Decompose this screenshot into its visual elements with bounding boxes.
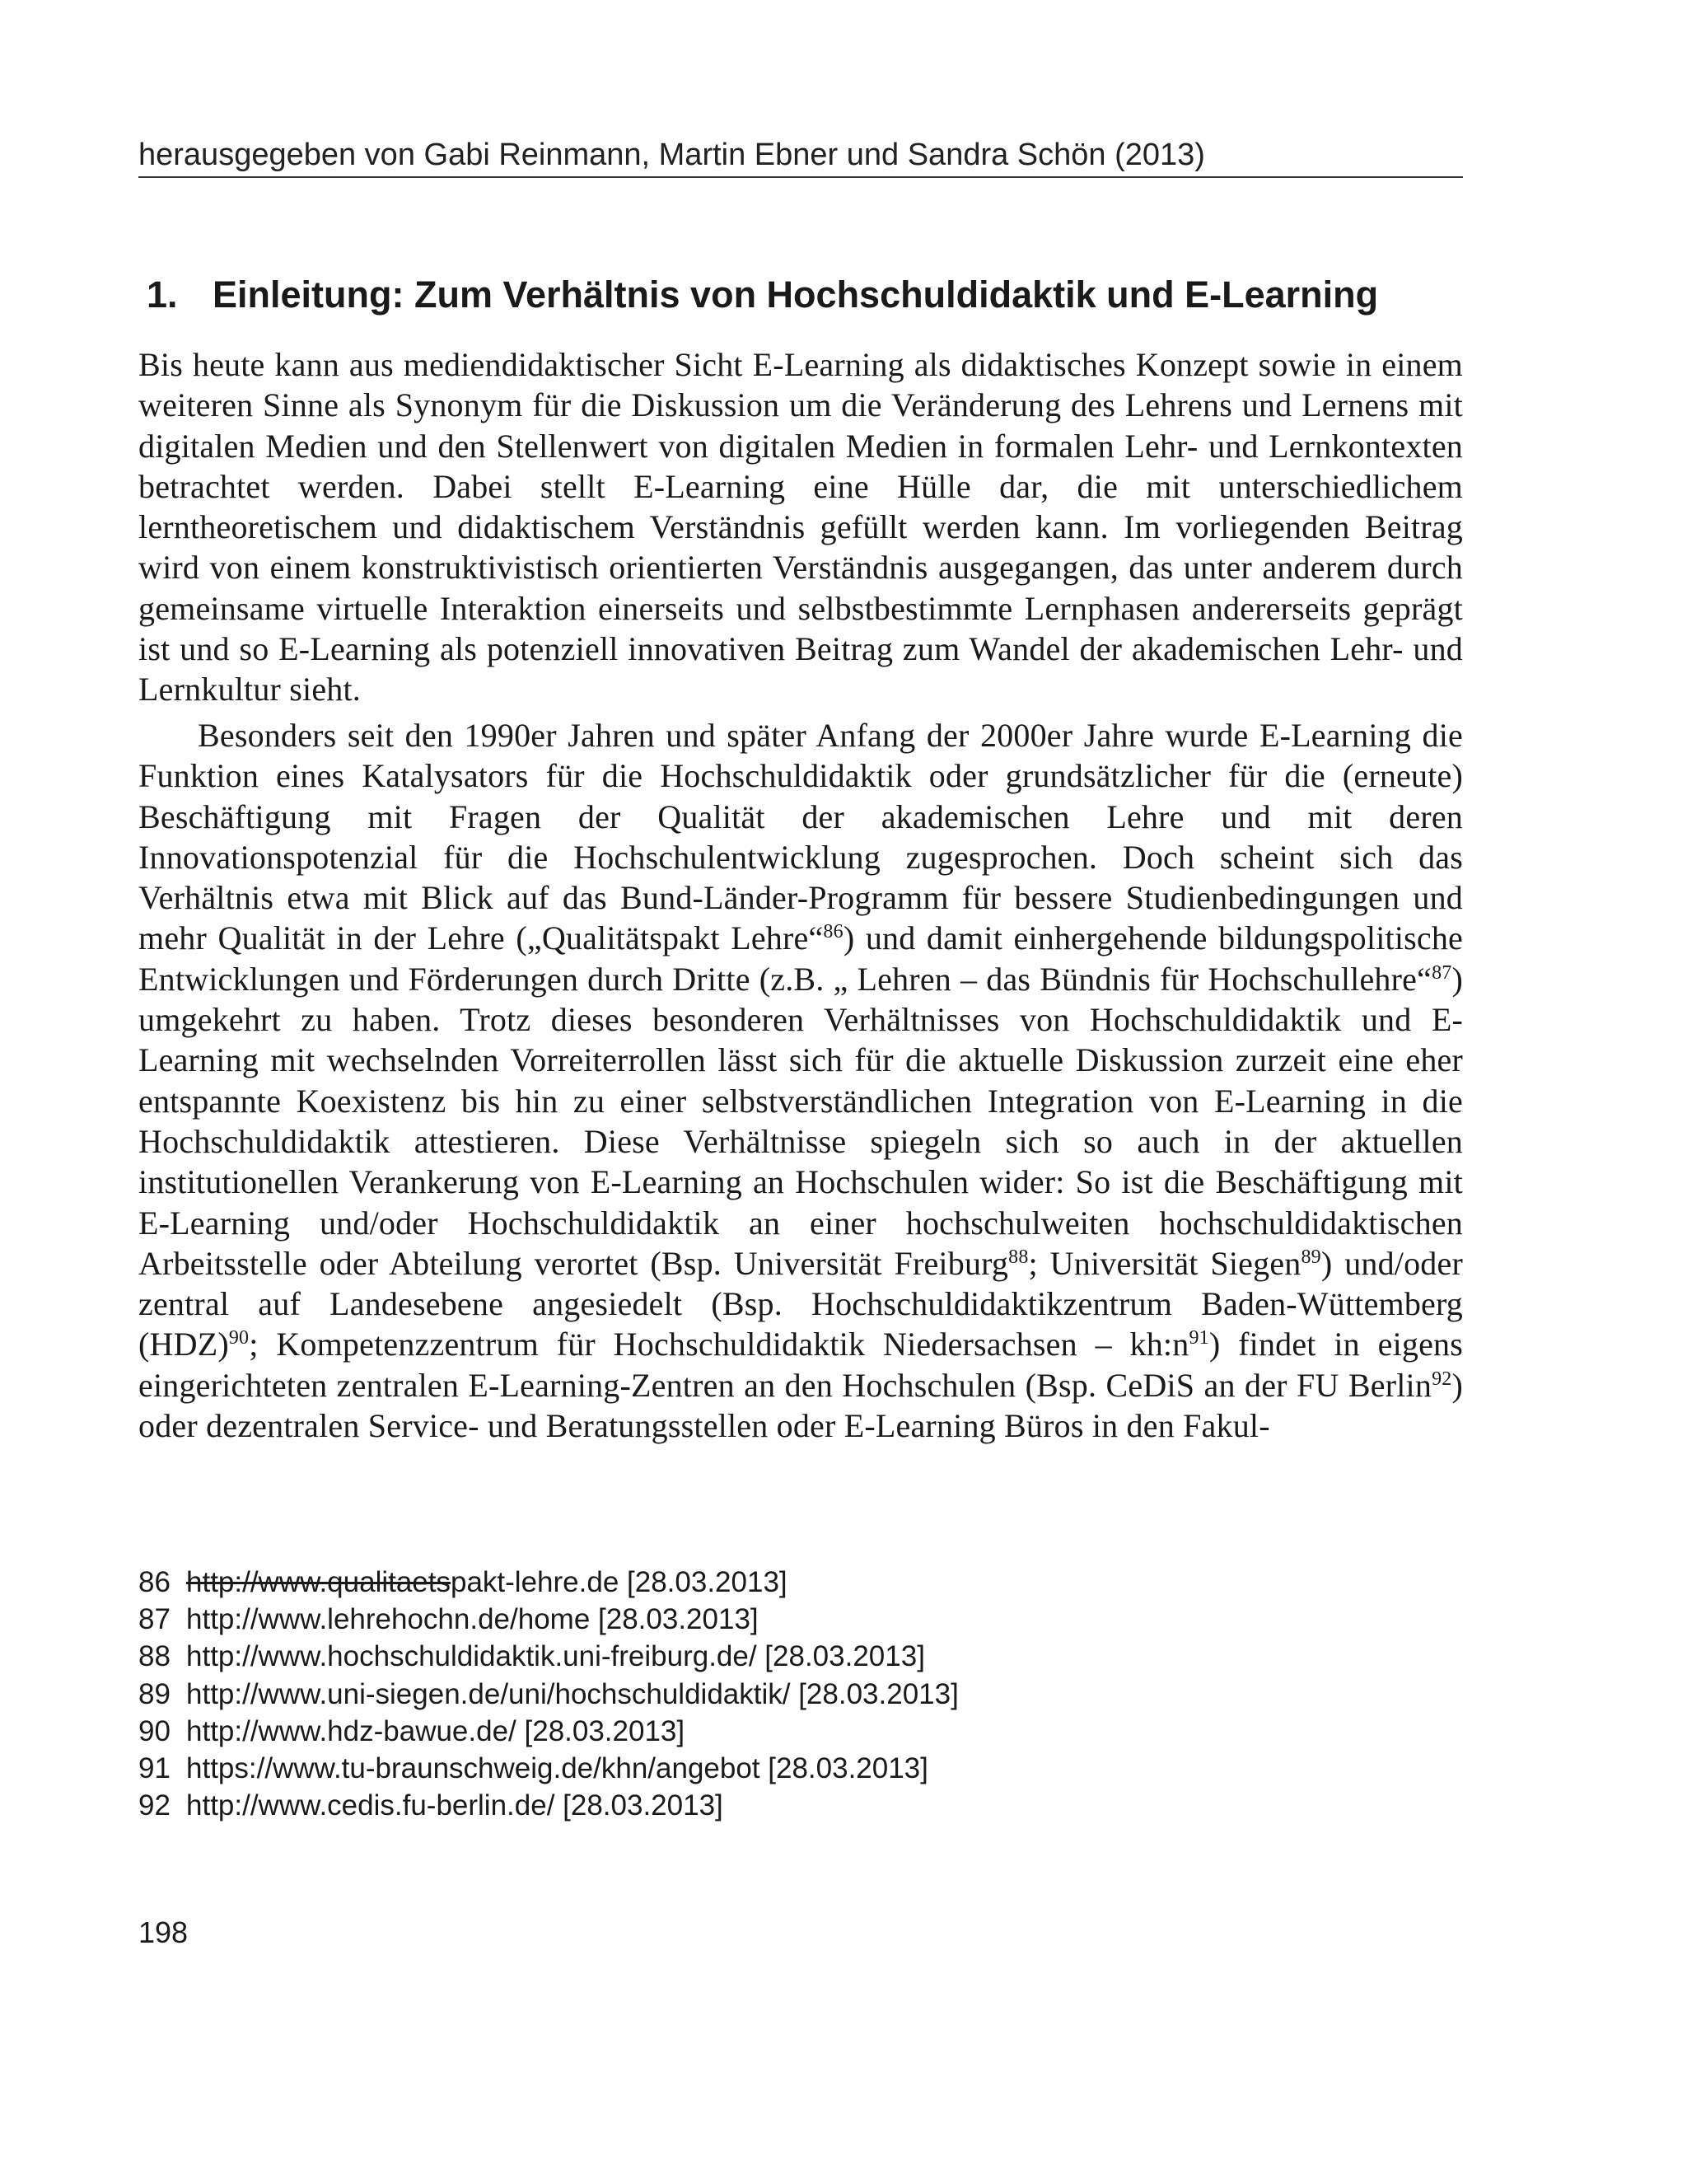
body-paragraph-1: Bis heute kann aus mediendidaktischer Sicht E-Learning als didaktisches Konzept sowie in einem weiteren Sinne als Synonym für die Diskussion um die Veränderung des Lehrens und Lernens mit digitalen Medien und den Stellenwert von digitalen Medien in formalen Lehr- und Lernkontexten betrachtet werden. Dabei stellt E-Learning eine Hülle dar, die mit unterschiedlichem lerntheoretischem und didaktischem Verständnis gefüllt werden kann. Im vorliegenden Beitrag wird von einem konstruktivistisch orientierten Verständnis ausgegangen, das unter anderem durch gemeinsame virtuelle Interaktion einerseits und selbstbestimmte Lernphasen andererseits geprägt ist und so E-Learning als potenziell innovativen Beitrag zum Wandel der akademischen Lehr- und Lernkultur sieht. <box>138 346 1463 709</box>
footnote-url[interactable]: http://www.hdz-bawue.de/ [28.03.2013] <box>186 1714 685 1747</box>
footnote-ref-90[interactable]: 90 <box>228 1327 250 1349</box>
footnote-86 <box>138 1564 1463 1601</box>
footnote-url[interactable]: http://www.lehrehochn.de/home [28.03.2013] <box>186 1603 759 1636</box>
footnote-number: 89 <box>138 1677 171 1710</box>
footnote-ref-88[interactable]: 88 <box>1008 1246 1029 1268</box>
paragraph-text: Besonders seit den 1990er Jahren und später Anfang der 2000er Jahre wurde E-Learning die Funktion eines Katalysators für die Hochschuldidaktik oder grundsätzlicher für die (erneute) Beschäftigung mit Fragen der Qualität der akademischen Lehre und mit deren Innovationspotenzial für die Hochschulentwicklung zugesprochen. Doch scheint sich das Verhältnis etwa mit Blick auf das Bund-Länder-Programm für bessere Studienbedingungen und mehr Qualität in der Lehre („Qualitätspakt Lehre“ <box>138 717 1463 957</box>
footnote-89 <box>138 1676 1463 1713</box>
footnote-87 <box>138 1601 1463 1638</box>
paragraph-text: ) und/oder zentral auf Landesebene angesiedelt (Bsp. Hochschuldidaktikzentrum Baden-Wüttemberg (HDZ) <box>138 1244 1463 1363</box>
footnote-url[interactable]: http://www.uni-siegen.de/uni/hochschuldidaktik/ [28.03.2013] <box>186 1677 959 1710</box>
footnote-90 <box>138 1713 1463 1750</box>
paragraph-text: ; Universität Siegen <box>1028 1244 1301 1282</box>
footnote-ref-92[interactable]: 92 <box>1432 1368 1452 1390</box>
footnote-number: 86 <box>138 1566 171 1598</box>
footnote-url-struck[interactable]: http://www.qualitaets <box>186 1566 451 1598</box>
footnote-ref-87[interactable]: 87 <box>1432 961 1452 984</box>
footnote-number: 88 <box>138 1640 171 1673</box>
section-title: Einleitung: Zum Verhältnis von Hochschuldidaktik und E-Learning <box>213 274 1379 316</box>
paragraph-text: ) oder dezentralen Service- und Beratungsstellen oder E-Learning Büros in den Fakul- <box>138 1366 1463 1445</box>
footnote-91 <box>138 1750 1463 1787</box>
paragraph-text: ) umgekehrt zu haben. Trotz dieses besonderen Verhältnisses von Hochschuldidaktik und E-Learning mit wechselnden Vorreiterrollen lässt sich für die aktuelle Diskussion zurzeit eine eher entspannte Koexistenz bis hin zu einer selbstverständlichen Integration von E-Learning in die Hochschuldidaktik attestieren. Diese Verhältnisse spiegeln sich so auch in der aktuellen institutionellen Verankerung von E-Learning an Hochschulen wider: So ist die Beschäftigung mit E-Learning und/oder Hochschuldidaktik an einer hochschulweiten hochschuldidaktischen Arbeitsstelle oder Abteilung verortet (Bsp. Universität Freiburg <box>138 960 1463 1282</box>
paragraph-text: ; Kompetenzzentrum für Hochschuldidaktik Niedersachsen – kh:n <box>249 1326 1189 1363</box>
footnote-number: 92 <box>138 1789 171 1822</box>
footnote-ref-86[interactable]: 86 <box>823 921 844 943</box>
footnote-number: 90 <box>138 1714 171 1747</box>
section-heading <box>147 272 1465 318</box>
footnote-url[interactable]: https://www.tu-braunschweig.de/khn/angebot [28.03.2013] <box>186 1752 928 1785</box>
page-number: 198 <box>138 1915 189 1949</box>
footnote-ref-91[interactable]: 91 <box>1189 1327 1209 1349</box>
footnote-url[interactable]: http://www.cedis.fu-berlin.de/ [28.03.2013] <box>186 1789 723 1822</box>
section-number: 1. <box>147 274 178 316</box>
footnote-number: 91 <box>138 1752 171 1785</box>
paragraph-text: ) und damit einhergehende bildungspolitische Entwicklungen und Förderungen durch Dritte (z.B. „ Lehren – das Bündnis für Hochschullehre“ <box>138 919 1464 998</box>
paragraph-text: ) findet in eigens eingerichteten zentralen E-Learning-Zentren an den Hochschulen (Bsp. CeDiS an der FU Berlin <box>138 1326 1464 1404</box>
footnote-number: 87 <box>138 1603 171 1636</box>
footnote-url[interactable]: pakt-lehre.de [28.03.2013] <box>451 1566 787 1598</box>
footnote-url[interactable]: http://www.hochschuldidaktik.uni-freiburg.de/ [28.03.2013] <box>186 1640 925 1673</box>
running-header: herausgegeben von Gabi Reinmann, Martin Ebner und Sandra Schön (2013) <box>138 137 1463 178</box>
body-paragraph-2 <box>138 715 1463 1446</box>
footnote-92 <box>138 1787 1463 1824</box>
footnotes <box>138 1564 1463 1824</box>
footnote-ref-89[interactable]: 89 <box>1301 1246 1321 1268</box>
footnote-88 <box>138 1638 1463 1675</box>
